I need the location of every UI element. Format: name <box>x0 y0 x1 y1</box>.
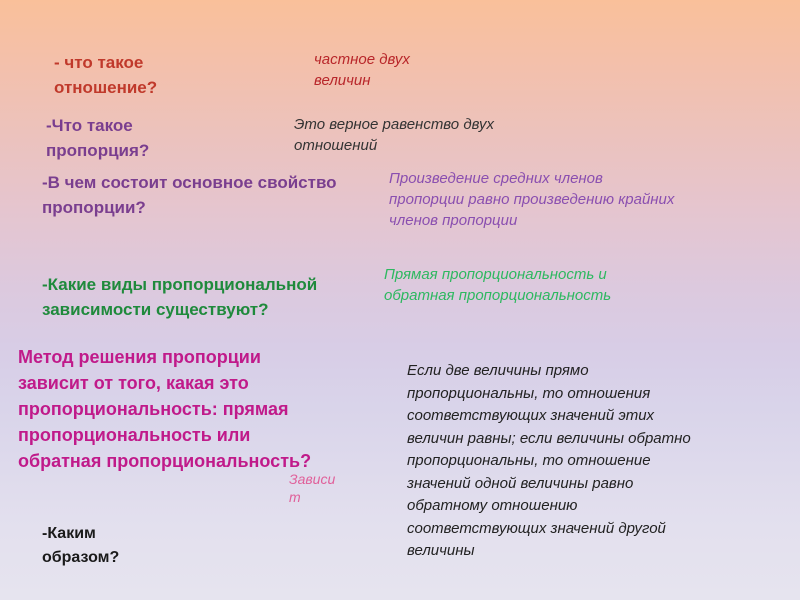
answer-ratio: частное двух величин <box>314 51 410 89</box>
question-solution-method: Метод решения пропорции зависит от того, какая это пропорциональность: прямая пропорциональность или обратная пропорциональность? <box>18 347 312 471</box>
answer-main-property: Произведение средних членов пропорции равно произведению крайних членов пропорции <box>389 170 675 229</box>
question-proportionality-types: -Какие виды пропорциональной зависимости существуют? <box>42 275 318 319</box>
question-ratio: - что такое отношение? <box>54 53 158 97</box>
question-how: -Каким образом? <box>42 525 120 566</box>
answer-how: Если две величины прямо пропорциональны, то отношения соответствующих значений этих величин равны; если величины обратно пропорциональны, то отношение значений одной величины равно обратному отношению соответствующих значений другой величины <box>407 362 691 559</box>
answer-proportionality-types: Прямая пропорциональность и обратная пропорциональность <box>384 266 612 304</box>
question-main-property: -В чем состоит основное свойство пропорции? <box>42 173 337 217</box>
answer-depends: Зависи т <box>289 471 336 505</box>
question-proportion: -Что такое пропорция? <box>46 116 150 160</box>
answer-proportion: Это верное равенство двух отношений <box>294 116 494 154</box>
